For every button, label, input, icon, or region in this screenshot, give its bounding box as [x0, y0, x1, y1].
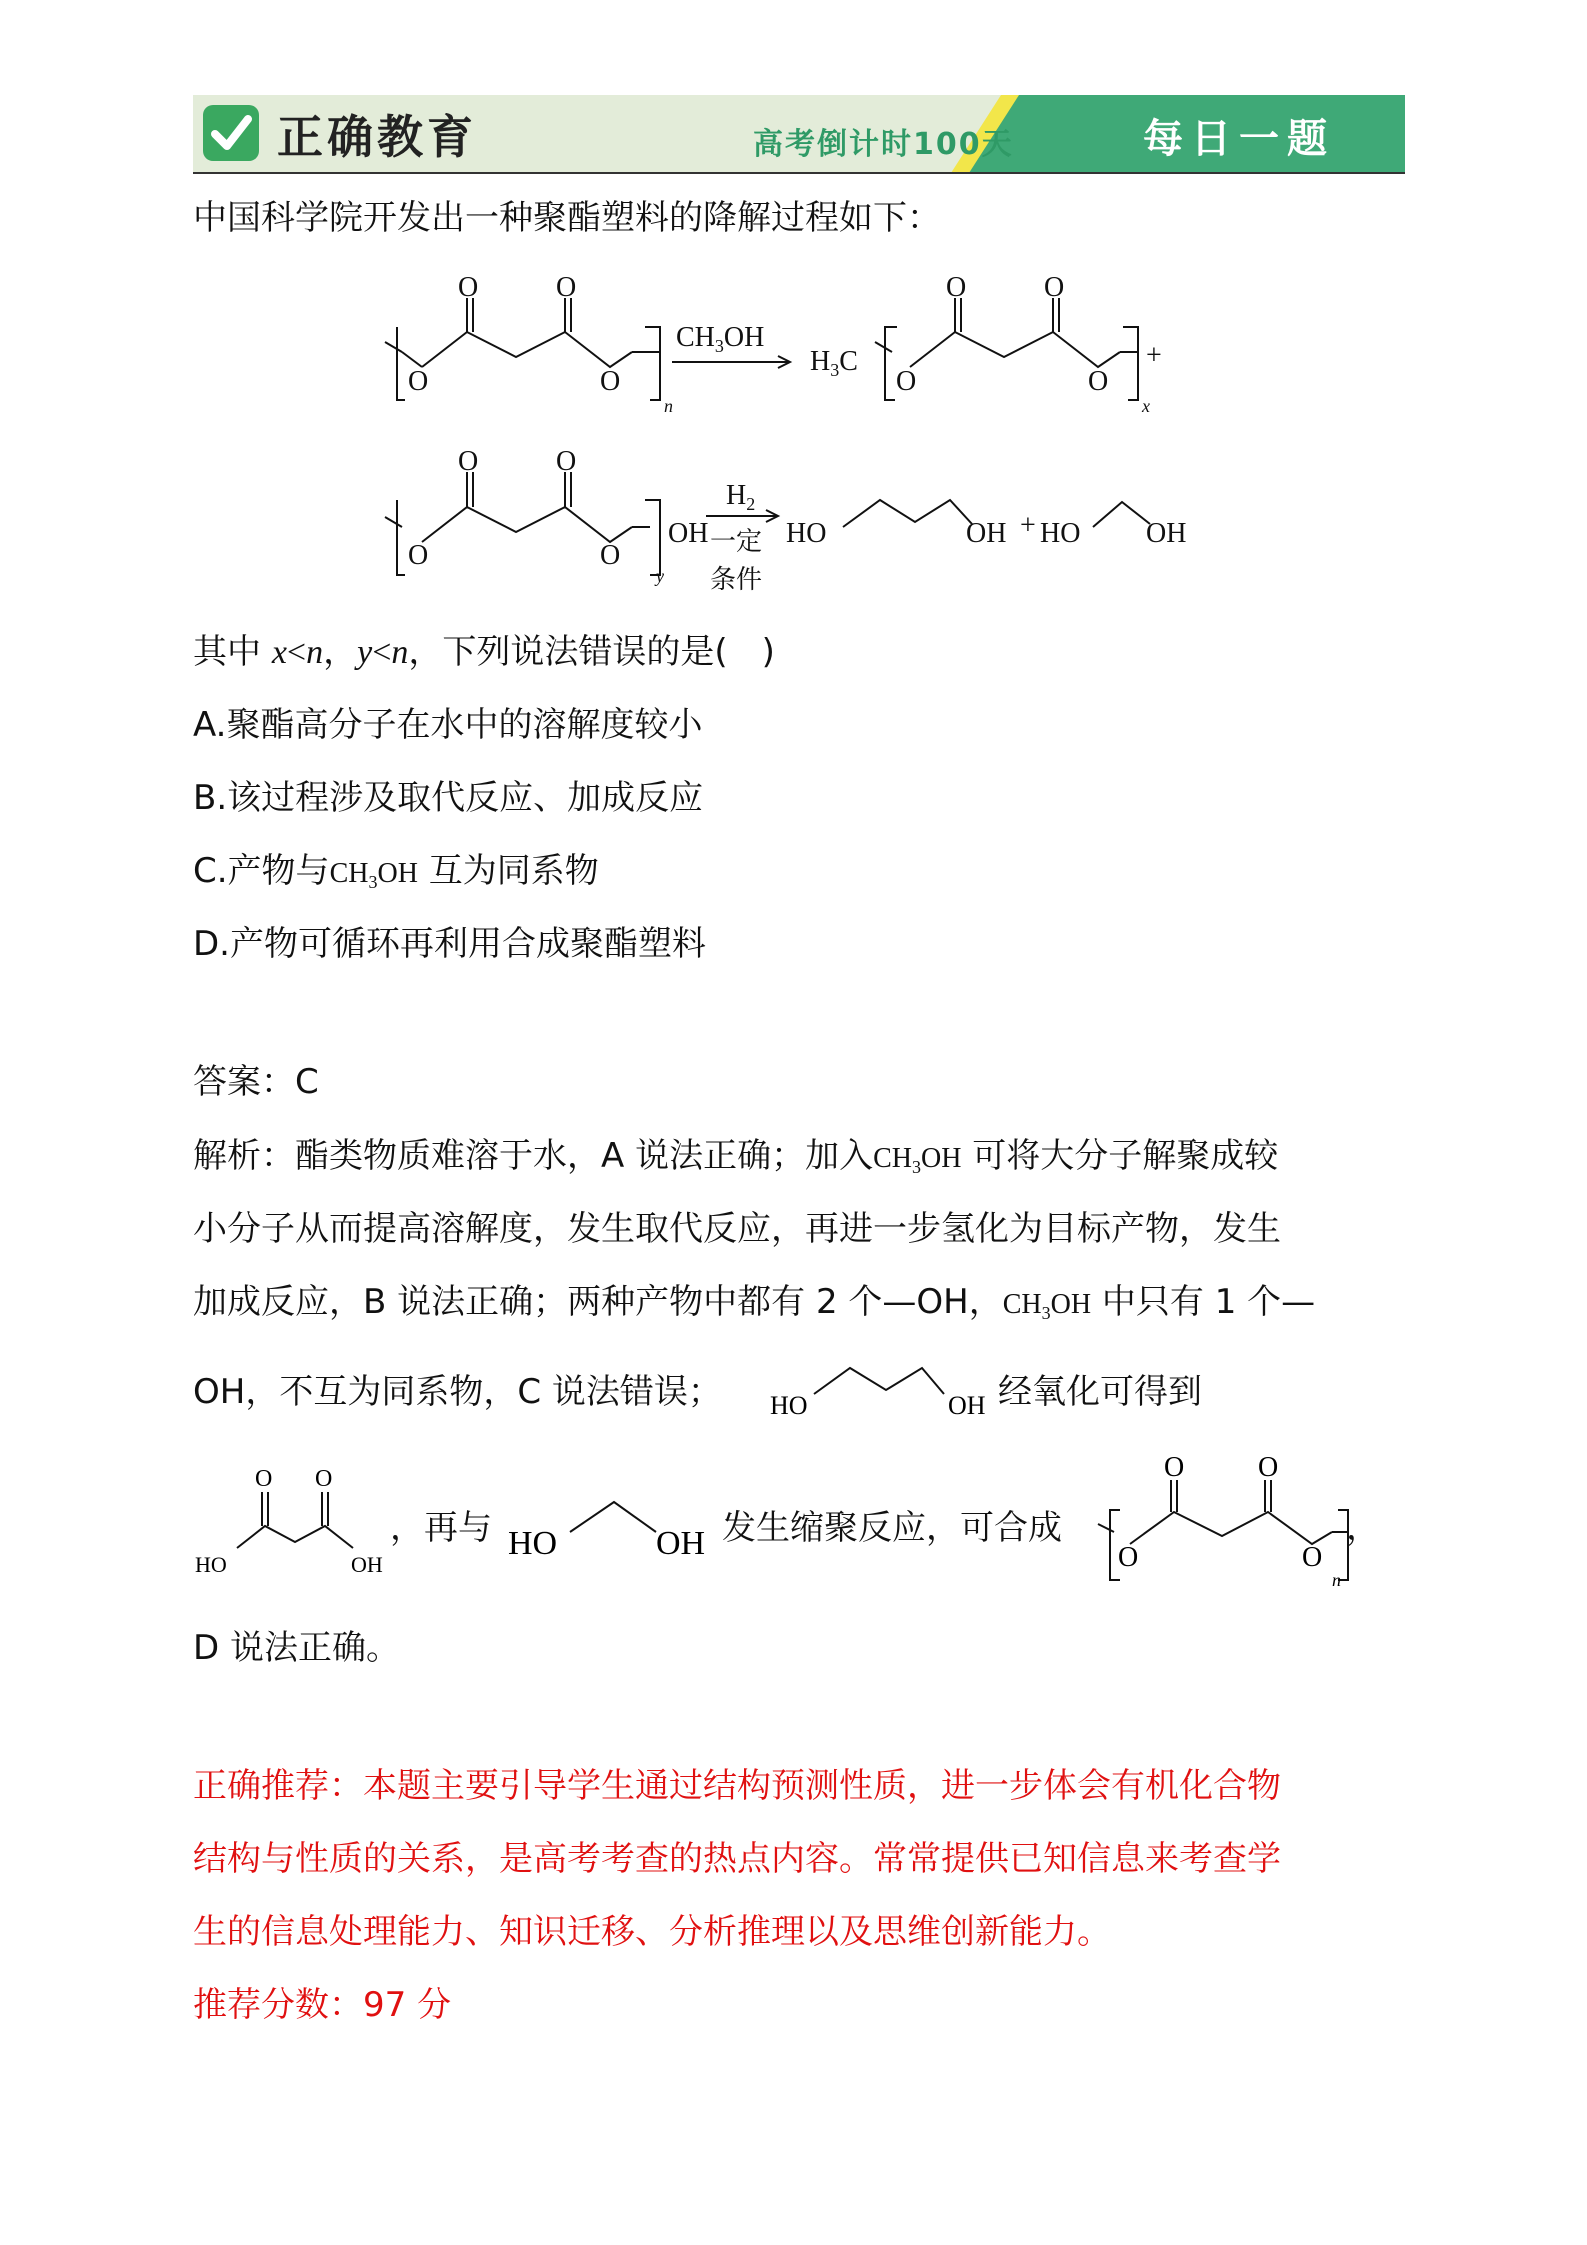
- structure-ho: HO: [508, 1525, 558, 1558]
- analysis-line-5b: 发生缩聚反应，可合成: [722, 1508, 1062, 1548]
- condition-prefix: 其中: [193, 632, 272, 672]
- brand-name: 正确教育: [277, 110, 477, 164]
- condition-line2: 条件: [710, 565, 763, 594]
- subscript-x: x: [1142, 396, 1150, 416]
- structure-oh: OH: [656, 1525, 706, 1558]
- atom-o: O: [458, 446, 479, 477]
- countdown-text: 高考倒计时100天: [753, 127, 1014, 162]
- answer-label: 答案：C: [193, 1062, 319, 1102]
- logo-icon: [203, 105, 259, 161]
- condition-sep: ，: [323, 632, 358, 672]
- option-c-prefix: C.产物与: [193, 851, 330, 891]
- h3c-c: C: [839, 346, 858, 377]
- atom-o: O: [600, 540, 621, 571]
- atom-o: O: [1164, 1452, 1185, 1483]
- condition-x: x: [271, 634, 287, 671]
- recommendation-line-1: 正确推荐：本题主要引导学生通过结构预测性质，进一步体会有机化合物: [193, 1766, 1281, 1806]
- formula-ch3oh: $CH_3OH$: [1002, 1289, 1092, 1323]
- analysis-line-4a: OH，不互为同系物，C 说法错误；: [193, 1372, 722, 1412]
- subscript-n: n: [664, 396, 673, 416]
- question-intro: 中国科学院开发出一种聚酯塑料的降解过程如下：: [193, 198, 941, 238]
- check-icon: [203, 105, 259, 161]
- atom-o: O: [408, 366, 429, 397]
- daily-question-title: 每日一题: [1143, 116, 1335, 162]
- recommendation-line-3: 生的信息处理能力、知识迁移、分析推理以及思维创新能力。: [193, 1912, 1111, 1952]
- header-banner: [193, 95, 1405, 173]
- propanediol-oh: OH: [966, 518, 1007, 549]
- option-a: A.聚酯高分子在水中的溶解度较小: [193, 705, 703, 745]
- propanediol-ho: HO: [786, 518, 827, 549]
- structure-oh: OH: [351, 1552, 383, 1577]
- atom-o: O: [315, 1466, 333, 1492]
- structure-oh: OH: [948, 1391, 986, 1416]
- reagent-subscript: 3: [714, 336, 724, 356]
- propanediol-structure: [768, 1344, 1008, 1416]
- recommendation-line-2: 结构与性质的关系，是高考考查的热点内容。常常提供已知信息来考查学: [193, 1839, 1281, 1879]
- reaction-scheme: [370, 272, 1230, 612]
- plus-sign: +: [1146, 340, 1162, 371]
- structure-ho: HO: [770, 1391, 808, 1416]
- h3c-subscript: 3: [830, 360, 840, 380]
- subscript-n: n: [1332, 1570, 1341, 1590]
- atom-o: O: [255, 1466, 273, 1492]
- plus-sign: +: [1020, 510, 1036, 541]
- analysis-line-4b: 经氧化可得到: [998, 1372, 1202, 1412]
- atom-o: O: [1302, 1542, 1323, 1573]
- structure-ho: HO: [195, 1552, 227, 1577]
- condition-n: n: [391, 634, 409, 671]
- atom-o: O: [896, 366, 917, 397]
- atom-o: O: [946, 272, 967, 303]
- recommendation-score: 推荐分数：97 分: [193, 1985, 452, 2025]
- condition-y: y: [357, 634, 373, 671]
- atom-o: O: [1258, 1452, 1279, 1483]
- option-c: [193, 851, 599, 902]
- question-condition: [193, 632, 775, 673]
- reagent-ch3oh: CH: [676, 322, 715, 353]
- formula-ch3oh: $CH_3OH$: [873, 1143, 962, 1177]
- option-d: D.产物可循环再利用合成聚酯塑料: [193, 924, 706, 964]
- condition-lt: <: [286, 634, 307, 671]
- reagent-h2: H: [726, 480, 747, 511]
- svg-text:CH3OH: [676, 322, 764, 356]
- atom-o: O: [1088, 366, 1109, 397]
- condition-lt: <: [372, 634, 392, 671]
- analysis-line-1: 解析：酯类物质难溶于水，A 说法正确；加入$CH_3OH$ 可将大分子解聚成较: [193, 1136, 1279, 1177]
- condition-suffix: ，下列说法错误的是( ): [408, 632, 775, 672]
- header-divider: [193, 172, 1405, 174]
- malonic-acid-structure: [193, 1462, 423, 1582]
- svg-text:H3C: [810, 346, 858, 380]
- subscript-y: y: [656, 566, 664, 586]
- atom-o: O: [1118, 1542, 1139, 1573]
- analysis-line-5a: ，再与: [390, 1508, 492, 1548]
- analysis-line-6: D 说法正确。: [193, 1628, 400, 1668]
- analysis-line-3: 加成反应，B 说法正确；两种产物中都有 2 个—OH，$CH_3OH$ 中只有 1 个—: [193, 1282, 1316, 1323]
- h3c-h: H: [810, 346, 831, 377]
- ethylene-glycol-structure: [506, 1478, 726, 1558]
- option-c-suffix: 互为同系物: [428, 851, 599, 891]
- analysis-line-2: 小分子从而提高溶解度，发生取代反应，再进一步氢化为目标产物，发生: [193, 1209, 1281, 1249]
- option-c-formula: $CH_3OH$: [329, 858, 418, 892]
- reagent-oh: OH: [723, 322, 765, 353]
- atom-oh: OH: [668, 518, 709, 549]
- glycol-oh: OH: [1146, 518, 1187, 549]
- analysis-line-5c: ，: [1346, 1508, 1380, 1548]
- condition-n: n: [306, 634, 324, 671]
- condition-line1: 一定: [710, 527, 763, 556]
- atom-o: O: [458, 272, 479, 303]
- atom-o: O: [408, 540, 429, 571]
- reagent-h2-subscript: 2: [746, 494, 756, 514]
- option-b: B.该过程涉及取代反应、加成反应: [193, 778, 704, 818]
- atom-o: O: [600, 366, 621, 397]
- polyester-structure: [1096, 1452, 1376, 1592]
- atom-o: O: [556, 272, 577, 303]
- atom-o: O: [556, 446, 577, 477]
- glycol-ho: HO: [1040, 518, 1081, 549]
- svg-text:H2: [726, 480, 755, 514]
- atom-o: O: [1044, 272, 1065, 303]
